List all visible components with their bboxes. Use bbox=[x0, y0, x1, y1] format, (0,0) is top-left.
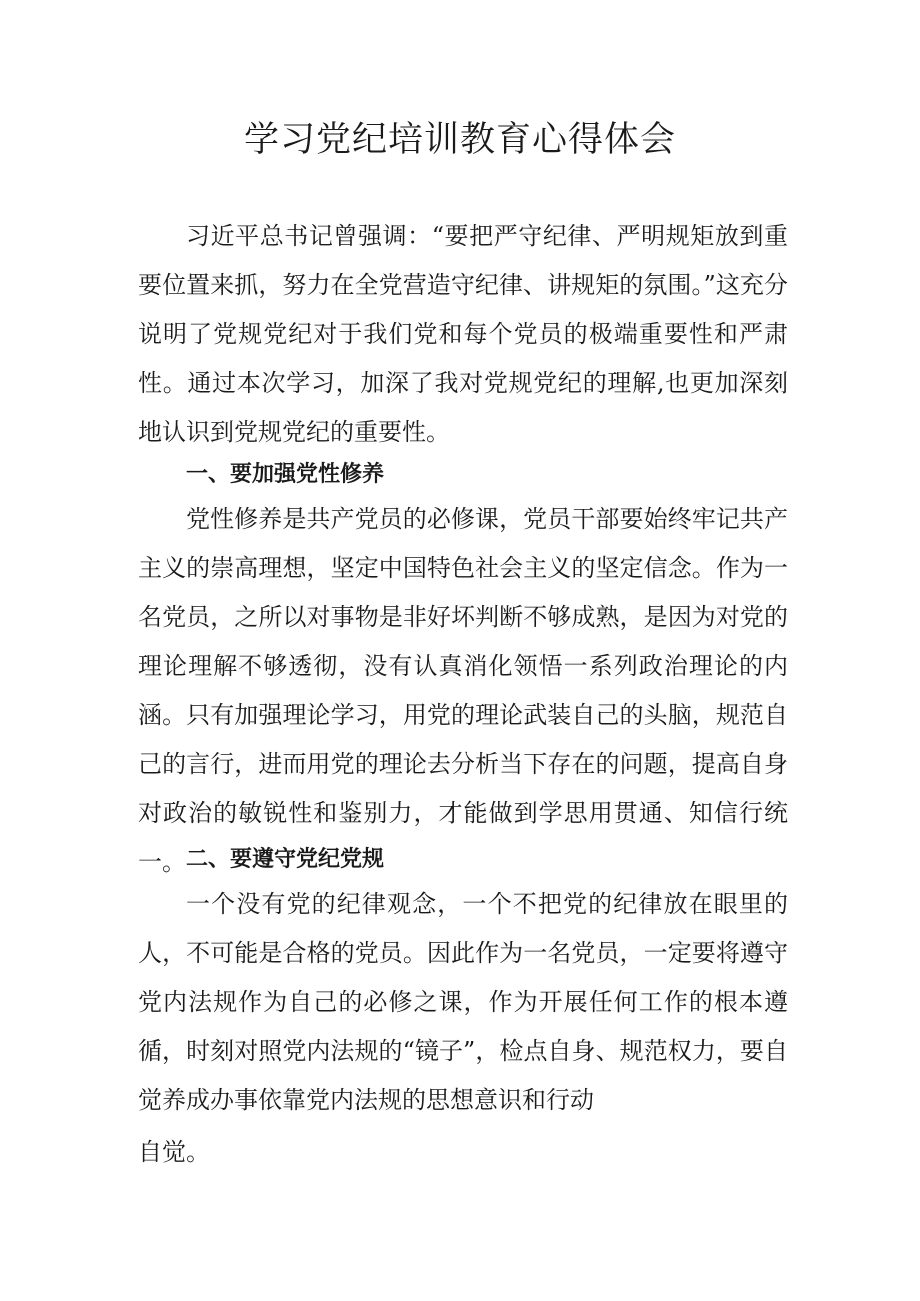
intro-paragraph: 习近平总书记曾强调：“要把严守纪律、严明规矩放到重要位置来抓，努力在全党营造守纪律、讲规矩的氛围。”这充分说明了党规党纪对于我们党和每个党员的极端重要性和严肃性。通过本次学习，加深了我对党规党纪的理解,也更加深刻地认识到党规党纪的重要性。 bbox=[138, 222, 788, 446]
section-2-heading: 二、要遵守党纪党规 bbox=[186, 846, 385, 872]
section-2-tail-line: 自觉。 bbox=[138, 1138, 210, 1166]
section-2-paragraph: 一个没有党的纪律观念，一个不把党的纪律放在眼里的人，不可能是合格的党员。因此作为一名党员，一定要将遵守党内法规作为自己的必修之课，作为开展任何工作的根本遵循，时刻对照党内法规的“镜子”，检点自身、规范权力，要自觉养成办事依靠党内法规的思想意识和行动 bbox=[138, 890, 788, 1114]
section-1-heading: 一、要加强党性修养 bbox=[186, 461, 385, 487]
document-title: 学习党纪培训教育心得体会 bbox=[243, 120, 676, 160]
section-1-paragraph: 党性修养是共产党员的必修课，党员干部要始终牢记共产主义的崇高理想，坚定中国特色社会主义的坚定信念。作为一名党员，之所以对事物是非好坏判断不够成熟，是因为对党的理论理解不够透彻，没有认真消化领悟一系列政治理论的内涵。只有加强理论学习，用党的理论武装自己的头脑，规范自己的言行，进而用党的理论去分析当下存在的问题，提高自身对政治的敏锐性和鉴别力，才能做到学思用贯通、知信行统一。 bbox=[138, 505, 788, 876]
